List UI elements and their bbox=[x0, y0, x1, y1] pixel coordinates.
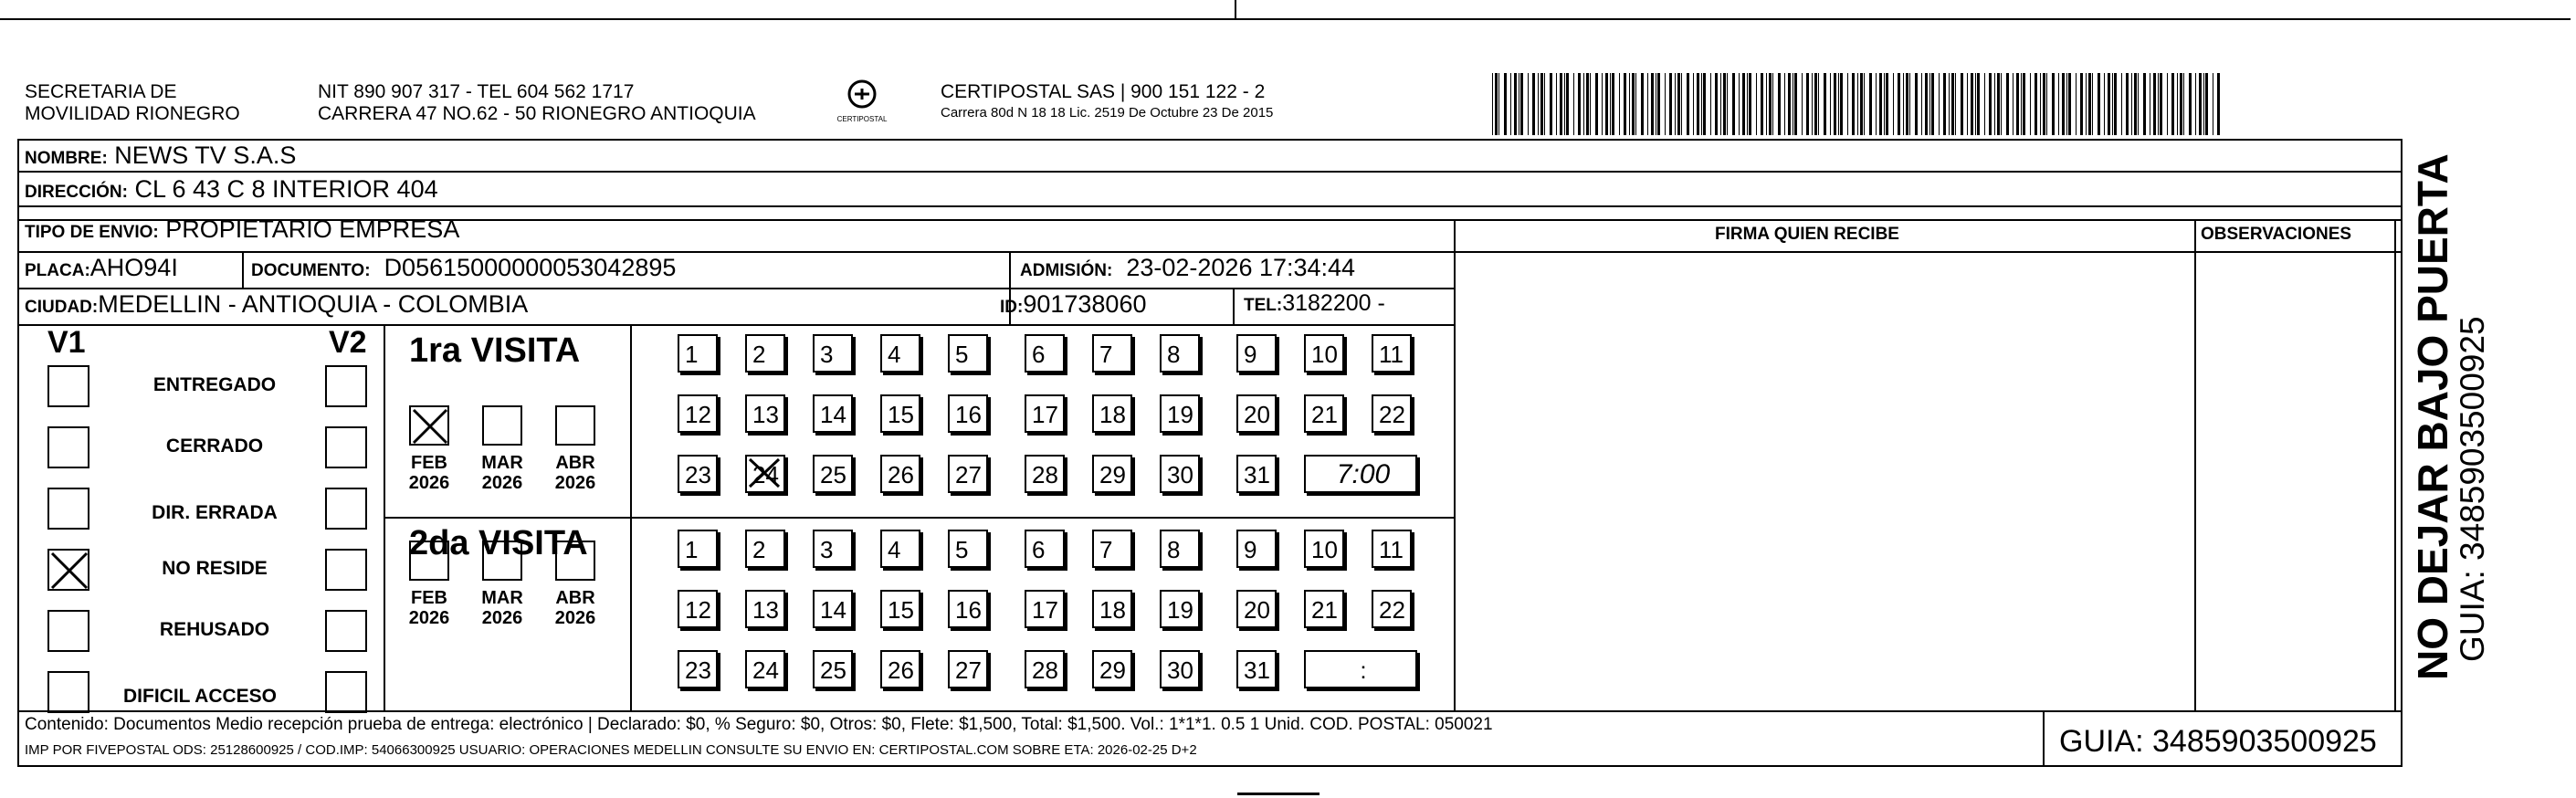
v1-checkbox[interactable] bbox=[47, 671, 89, 713]
day-box[interactable]: 22 bbox=[1372, 394, 1412, 433]
month-label: MAR 2026 bbox=[481, 453, 523, 493]
row-divider bbox=[17, 324, 1454, 326]
day-box[interactable]: 18 bbox=[1092, 590, 1132, 628]
certipostal-logo bbox=[836, 76, 888, 127]
v2-checkbox[interactable] bbox=[325, 671, 367, 713]
tel-divider bbox=[1233, 288, 1235, 324]
x-mark-icon bbox=[49, 551, 91, 593]
status-label: DIFICIL ACCESO bbox=[123, 686, 278, 707]
row-divider bbox=[17, 288, 1454, 289]
documento-field: DOCUMENTO: D05615000000053042895 bbox=[251, 254, 677, 281]
day-box[interactable]: 28 bbox=[1025, 455, 1065, 493]
v1-label: V1 bbox=[47, 325, 86, 360]
day-box[interactable]: 2 bbox=[745, 334, 785, 373]
day-box[interactable]: 18 bbox=[1092, 394, 1132, 433]
footer-guia-divider bbox=[2043, 710, 2045, 767]
v2-checkbox[interactable] bbox=[325, 610, 367, 652]
v1-checkbox[interactable] bbox=[47, 426, 89, 468]
side-guia: GUIA: 3485903500925 bbox=[2454, 316, 2491, 662]
month-checkbox[interactable] bbox=[482, 405, 522, 446]
day-box[interactable]: 19 bbox=[1160, 394, 1200, 433]
status-label: DIR. ERRADA bbox=[152, 502, 278, 523]
day-box[interactable]: 2 bbox=[745, 530, 785, 568]
day-box[interactable]: 26 bbox=[880, 455, 920, 493]
id-field: ID:901738060 bbox=[1000, 290, 1147, 318]
status-label: CERRADO bbox=[165, 436, 264, 457]
firma-divider bbox=[1454, 219, 1456, 710]
row-divider bbox=[17, 205, 2403, 207]
day-box[interactable]: 16 bbox=[948, 394, 988, 433]
month-checkbox[interactable] bbox=[555, 541, 595, 581]
v2-checkbox[interactable] bbox=[325, 365, 367, 407]
month-label: ABR 2026 bbox=[554, 453, 596, 493]
row-divider bbox=[17, 251, 2403, 253]
month-label: FEB 2026 bbox=[408, 588, 450, 628]
day-box[interactable]: 1 bbox=[678, 334, 718, 373]
day-box[interactable]: 21 bbox=[1304, 590, 1344, 628]
placa-divider bbox=[242, 251, 244, 288]
org-name: SECRETARIA DE MOVILIDAD RIONEGRO bbox=[25, 81, 240, 124]
v2-checkbox[interactable] bbox=[325, 549, 367, 591]
day-box[interactable]: 29 bbox=[1092, 455, 1132, 493]
month-label: FEB 2026 bbox=[408, 453, 450, 493]
second-visit-time[interactable]: : bbox=[1304, 650, 1417, 688]
day-box[interactable]: 16 bbox=[948, 590, 988, 628]
day-box[interactable]: 4 bbox=[880, 334, 920, 373]
logo-text: CERTIPOSTAL bbox=[836, 115, 888, 123]
direccion-row: DIRECCIÓN: CL 6 43 C 8 INTERIOR 404 bbox=[25, 175, 438, 203]
day-box[interactable]: 11 bbox=[1372, 530, 1412, 568]
day-box[interactable]: 20 bbox=[1236, 590, 1277, 628]
day-box[interactable]: 20 bbox=[1236, 394, 1277, 433]
day-box[interactable]: 31 bbox=[1236, 455, 1277, 493]
day-box[interactable]: 23 bbox=[678, 455, 718, 493]
v2-checkbox[interactable] bbox=[325, 488, 367, 530]
v1-checkbox[interactable] bbox=[47, 549, 89, 591]
day-box[interactable]: 12 bbox=[678, 394, 718, 433]
second-visit-title: 2da VISITA bbox=[409, 524, 588, 562]
day-box[interactable]: 23 bbox=[678, 650, 718, 688]
day-box[interactable]: 22 bbox=[1372, 590, 1412, 628]
v1-checkbox[interactable] bbox=[47, 365, 89, 407]
day-box[interactable]: 7 bbox=[1092, 530, 1132, 568]
day-box[interactable]: 8 bbox=[1160, 530, 1200, 568]
day-box[interactable]: 10 bbox=[1304, 530, 1344, 568]
day-box[interactable]: 12 bbox=[678, 590, 718, 628]
barcode bbox=[1492, 73, 2221, 135]
obs-right bbox=[2394, 219, 2396, 710]
row-divider bbox=[17, 171, 2403, 173]
top-border bbox=[0, 18, 2571, 20]
day-box[interactable]: 31 bbox=[1236, 650, 1277, 688]
v1-checkbox[interactable] bbox=[47, 610, 89, 652]
first-visit-title: 1ra VISITA bbox=[409, 331, 581, 370]
org-contact: NIT 890 907 317 - TEL 604 562 1717 CARRERA 47 NO.62 - 50 RIONEGRO ANTIOQUIA bbox=[318, 81, 756, 124]
day-box[interactable]: 30 bbox=[1160, 455, 1200, 493]
day-box[interactable]: 7 bbox=[1092, 334, 1132, 373]
top-tab-edge bbox=[1235, 0, 1236, 18]
day-box[interactable]: 17 bbox=[1025, 590, 1065, 628]
footer-divider bbox=[17, 710, 2403, 712]
admision-field: ADMISIÓN: 23-02-2026 17:34:44 bbox=[1020, 254, 1356, 281]
footer-guia: GUIA: 3485903500925 bbox=[2059, 724, 2377, 759]
firma-label: FIRMA QUIEN RECIBE bbox=[1715, 225, 1899, 244]
obs-label: OBSERVACIONES bbox=[2201, 225, 2352, 244]
day-box[interactable]: 13 bbox=[745, 590, 785, 628]
day-box[interactable]: 30 bbox=[1160, 650, 1200, 688]
day-box[interactable]: 3 bbox=[813, 334, 853, 373]
day-box[interactable]: 13 bbox=[745, 394, 785, 433]
footer-meta: IMP POR FIVEPOSTAL ODS: 25128600925 / COD.IMP: 54066300925 USUARIO: OPERACIONES MEDELLIN CONSULTE SU ENVIO EN: CERTIPOSTAL.COM SOBRE ETA: 2026-02-25 D+2 bbox=[25, 742, 1197, 758]
day-box[interactable]: 5 bbox=[948, 530, 988, 568]
day-box[interactable]: 24 bbox=[745, 455, 785, 493]
tipo-row: TIPO DE ENVIO: PROPIETARIO EMPRESA bbox=[25, 215, 460, 243]
placa-field: PLACA:AHO94I bbox=[25, 254, 178, 281]
day-box[interactable]: 15 bbox=[880, 394, 920, 433]
day-box[interactable]: 14 bbox=[813, 394, 853, 433]
carrier-info: CERTIPOSTAL SAS | 900 151 122 - 2 Carrera 80d N 18 18 Lic. 2519 De Octubre 23 De 2015 bbox=[941, 81, 1274, 121]
day-box[interactable]: 8 bbox=[1160, 334, 1200, 373]
month-label: MAR 2026 bbox=[481, 588, 523, 628]
v1-checkbox[interactable] bbox=[47, 488, 89, 530]
footer-content: Contenido: Documentos Medio recepción prueba de entrega: electrónico | Declarado: $0, % Seguro: $0, Otros: $0, Flete: $1,500, Total: $1,500. Vol.: 1*1*1. 0.5 1 Unid. COD. POSTAL: 050021 bbox=[25, 715, 1493, 734]
bottom-tab bbox=[1237, 793, 1320, 795]
nombre-row: NOMBRE: NEWS TV S.A.S bbox=[25, 142, 297, 169]
day-box[interactable]: 27 bbox=[948, 650, 988, 688]
v2-label: V2 bbox=[329, 325, 367, 360]
obs-divider bbox=[2194, 219, 2196, 710]
status-label: NO RESIDE bbox=[162, 558, 268, 579]
status-label: REHUSADO bbox=[159, 619, 270, 640]
day-box[interactable]: 1 bbox=[678, 530, 718, 568]
day-box[interactable]: 15 bbox=[880, 590, 920, 628]
day-box[interactable]: 28 bbox=[1025, 650, 1065, 688]
day-box[interactable]: 3 bbox=[813, 530, 853, 568]
day-box[interactable]: 24 bbox=[745, 650, 785, 688]
x-mark-icon bbox=[411, 407, 451, 447]
day-box[interactable]: 21 bbox=[1304, 394, 1344, 433]
day-box[interactable]: 25 bbox=[813, 650, 853, 688]
day-box[interactable]: 27 bbox=[948, 455, 988, 493]
month-checkbox[interactable] bbox=[482, 541, 522, 581]
day-box[interactable]: 9 bbox=[1236, 530, 1277, 568]
day-box[interactable]: 17 bbox=[1025, 394, 1065, 433]
tel-field: TEL:3182200 - bbox=[1244, 290, 1385, 316]
visit-divider bbox=[384, 517, 1454, 519]
day-box[interactable]: 19 bbox=[1160, 590, 1200, 628]
first-visit-time[interactable]: 7:00 bbox=[1304, 455, 1417, 493]
day-box[interactable]: 6 bbox=[1025, 530, 1065, 568]
day-box[interactable]: 25 bbox=[813, 455, 853, 493]
day-box[interactable]: 10 bbox=[1304, 334, 1344, 373]
v2-checkbox[interactable] bbox=[325, 426, 367, 468]
day-box[interactable]: 14 bbox=[813, 590, 853, 628]
ciudad-field: CIUDAD:MEDELLIN - ANTIOQUIA - COLOMBIA bbox=[25, 290, 529, 318]
day-box[interactable]: 9 bbox=[1236, 334, 1277, 373]
month-checkbox[interactable] bbox=[409, 405, 449, 446]
day-box[interactable]: 6 bbox=[1025, 334, 1065, 373]
day-box[interactable]: 5 bbox=[948, 334, 988, 373]
status-label: ENTREGADO bbox=[152, 374, 277, 395]
day-box[interactable]: 4 bbox=[880, 530, 920, 568]
month-label: ABR 2026 bbox=[554, 588, 596, 628]
no-dejar-warning: NO DEJAR BAJO PUERTA bbox=[2409, 153, 2456, 680]
day-box[interactable]: 29 bbox=[1092, 650, 1132, 688]
day-box[interactable]: 26 bbox=[880, 650, 920, 688]
month-checkbox[interactable] bbox=[555, 405, 595, 446]
month-checkbox[interactable] bbox=[409, 541, 449, 581]
day-box[interactable]: 11 bbox=[1372, 334, 1412, 373]
